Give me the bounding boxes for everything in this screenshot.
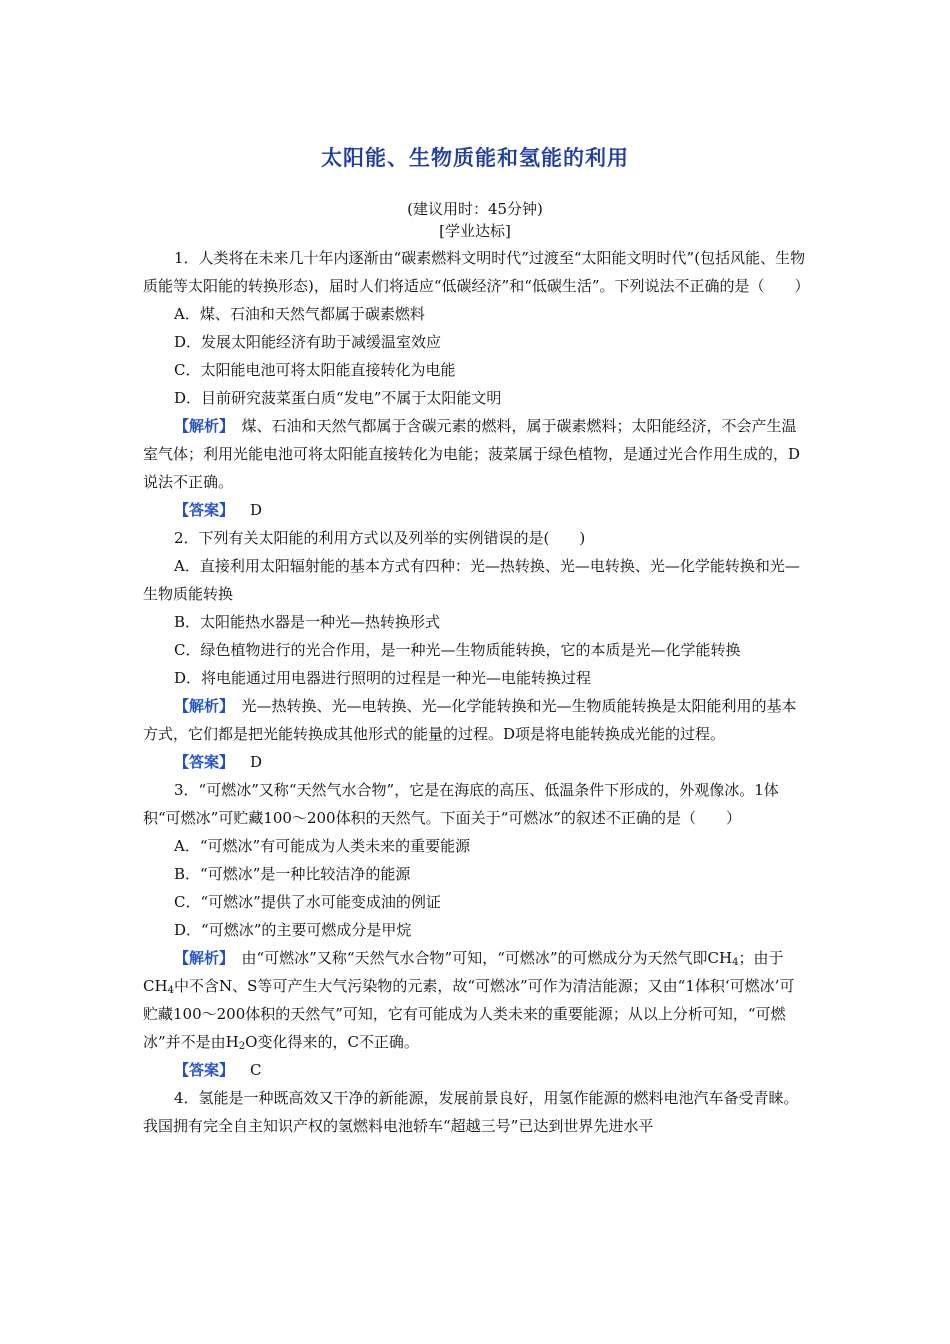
q2-analysis-label: 【解析】 xyxy=(174,697,227,715)
time-note: (建议用时：45分钟) xyxy=(407,200,543,218)
q3-analysis xyxy=(143,944,808,1056)
q3-answer xyxy=(143,1056,808,1084)
q3-option-c: C．“可燃冰”提供了水可能变成油的例证 xyxy=(174,893,441,911)
document-title: 太阳能、生物质能和氢能的利用 xyxy=(321,146,629,170)
q3-subscript-3: 2 xyxy=(238,1041,246,1052)
q2-option-c: C．绿色植物进行的光合作用，是一种光—生物质能转换，它的本质是光—化学能转换 xyxy=(174,641,741,659)
q2-answer-value: D xyxy=(250,753,263,771)
q2-option-a: A．直接利用太阳辐射能的基本方式有四种：光—热转换、光—电转换、光—化学能转换和光—生物质能转换 xyxy=(143,557,800,603)
q3-analysis-part1: 由“可燃冰”又称“天然气水合物”可知，“可燃冰”的可燃成分为天然气即CH xyxy=(226,949,733,967)
q1-option-d: D．目前研究菠菜蛋白质“发电”不属于太阳能文明 xyxy=(174,389,502,407)
q1-answer-value: D xyxy=(250,501,263,519)
q1-analysis xyxy=(143,412,808,496)
section-heading: [学业达标] xyxy=(439,222,511,240)
q2-answer xyxy=(143,748,808,776)
q3-answer-label: 【答案】 xyxy=(174,1061,235,1079)
q3-stem: 3．“可燃冰”又称“天然气水合物”，它是在海底的高压、低温条件下形成的，外观像冰。1体积“可燃冰”可贮藏100～200体积的天然气。下面关于“可燃冰”的叙述不正确的是（ ） xyxy=(143,781,779,827)
q3-answer-value: C xyxy=(250,1061,262,1079)
q2-stem: 2．下列有关太阳能的利用方式以及列举的实例错误的是( ) xyxy=(174,529,586,547)
q2-analysis-text: 光—热转换、光—电转换、光—化学能转换和光—生物质能转换是太阳能利用的基本方式，它们都是把光能转换成其他形式的能量的过程。D项是将电能转换成光能的过程。 xyxy=(143,697,797,743)
q1-stem: 1．人类将在未来几十年内逐渐由“碳素燃料文明时代”过渡至“太阳能文明时代”(包括风能、生物质能等太阳能的转换形态)，届时人们将适应“低碳经济”和“低碳生活”。下列说法不正确的是（ ） xyxy=(143,249,810,295)
q2-answer-label: 【答案】 xyxy=(174,753,235,771)
q1-option-c: C．太阳能电池可将太阳能直接转化为电能 xyxy=(174,361,456,379)
q3-option-b: B．“可燃冰”是一种比较洁净的能源 xyxy=(174,865,411,883)
q1-option-a: A．煤、石油和天然气都属于碳素燃料 xyxy=(174,305,425,323)
q1-answer xyxy=(143,496,808,524)
q3-analysis-label: 【解析】 xyxy=(174,949,227,967)
q2-option-d: D．将电能通过用电器进行照明的过程是一种光—电能转换过程 xyxy=(174,669,592,687)
q4-stem: 4．氢能是一种既高效又干净的新能源，发展前景良好，用氢作能源的燃料电池汽车备受青睐。我国拥有完全自主知识产权的氢燃料电池轿车“超越三号”已达到世界先进水平 xyxy=(143,1089,799,1135)
q3-subscript-1: 4 xyxy=(732,957,739,968)
q3-analysis-part4: O变化得来的，C不正确。 xyxy=(245,1033,419,1051)
q3-subscript-2: 4 xyxy=(167,985,174,996)
q3-option-a: A．“可燃冰”有可能成为人类未来的重要能源 xyxy=(174,837,471,855)
q2-analysis xyxy=(143,692,808,748)
q1-answer-label: 【答案】 xyxy=(174,501,235,519)
q2-option-b: B．太阳能热水器是一种光—热转换形式 xyxy=(174,613,441,631)
q1-analysis-label: 【解析】 xyxy=(174,417,227,435)
question-list xyxy=(143,244,808,1140)
q3-analysis-part2: ；由于CH xyxy=(143,949,784,995)
q1-option-b: D．发展太阳能经济有助于减缓温室效应 xyxy=(174,333,442,351)
q3-analysis-part3: 中不含N、S等可产生大气污染物的元素，故“可燃冰”可作为清洁能源；又由“1体积‘可燃冰’可贮藏100～200体积的天然气”可知，它有可能成为人类未来的重要能源；从以上分析可知，“可燃冰”并不是由H xyxy=(143,977,795,1051)
q3-option-d: D．“可燃冰”的主要可燃成分是甲烷 xyxy=(174,921,412,939)
q1-analysis-text: 煤、石油和天然气都属于含碳元素的燃料，属于碳素燃料；太阳能经济，不会产生温室气体；利用光能电池可将太阳能直接转化为电能；菠菜属于绿色植物，是通过光合作用生成的，D说法不正确。 xyxy=(143,417,801,491)
